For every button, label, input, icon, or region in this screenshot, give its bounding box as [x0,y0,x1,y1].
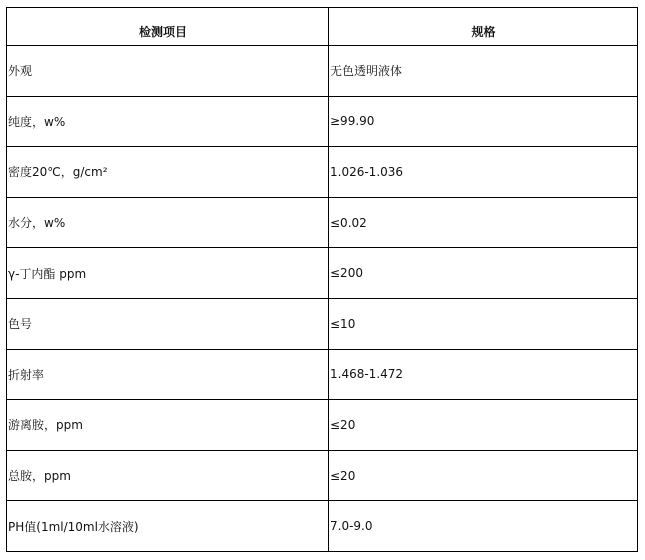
table-row [7,450,638,501]
spec-cell: ≥99.90 [329,96,638,147]
item-cell: 折射率 [7,349,329,400]
spec-cell: ≤0.02 [329,197,638,248]
header-spec: 规格 [329,8,638,46]
table-row [7,147,638,198]
item-cell: 游离胺，ppm [7,400,329,451]
spec-cell: 1.026-1.036 [329,147,638,198]
item-cell: 纯度，w% [7,96,329,147]
spec-cell: 7.0-9.0 [329,501,638,552]
item-cell: 外观 [7,46,329,97]
spec-cell: ≤10 [329,298,638,349]
table-row [7,349,638,400]
table-row [7,248,638,299]
spec-cell: 1.468-1.472 [329,349,638,400]
table-row [7,197,638,248]
spec-cell: 无色透明液体 [329,46,638,97]
spec-cell: ≤200 [329,248,638,299]
header-item: 检测项目 [7,8,329,46]
spec-cell: ≤20 [329,400,638,451]
table-row [7,96,638,147]
item-cell: γ-丁内酯 ppm [7,248,329,299]
header-row [7,8,638,46]
table-row [7,46,638,97]
table-row [7,400,638,451]
item-cell: 总胺，ppm [7,450,329,501]
spec-cell: ≤20 [329,450,638,501]
item-cell: PH值(1ml/10ml水溶液) [7,501,329,552]
item-cell: 色号 [7,298,329,349]
spec-table [6,7,638,552]
item-cell: 水分，w% [7,197,329,248]
table-row [7,501,638,552]
item-cell: 密度20℃，g/cm² [7,147,329,198]
table-row [7,298,638,349]
